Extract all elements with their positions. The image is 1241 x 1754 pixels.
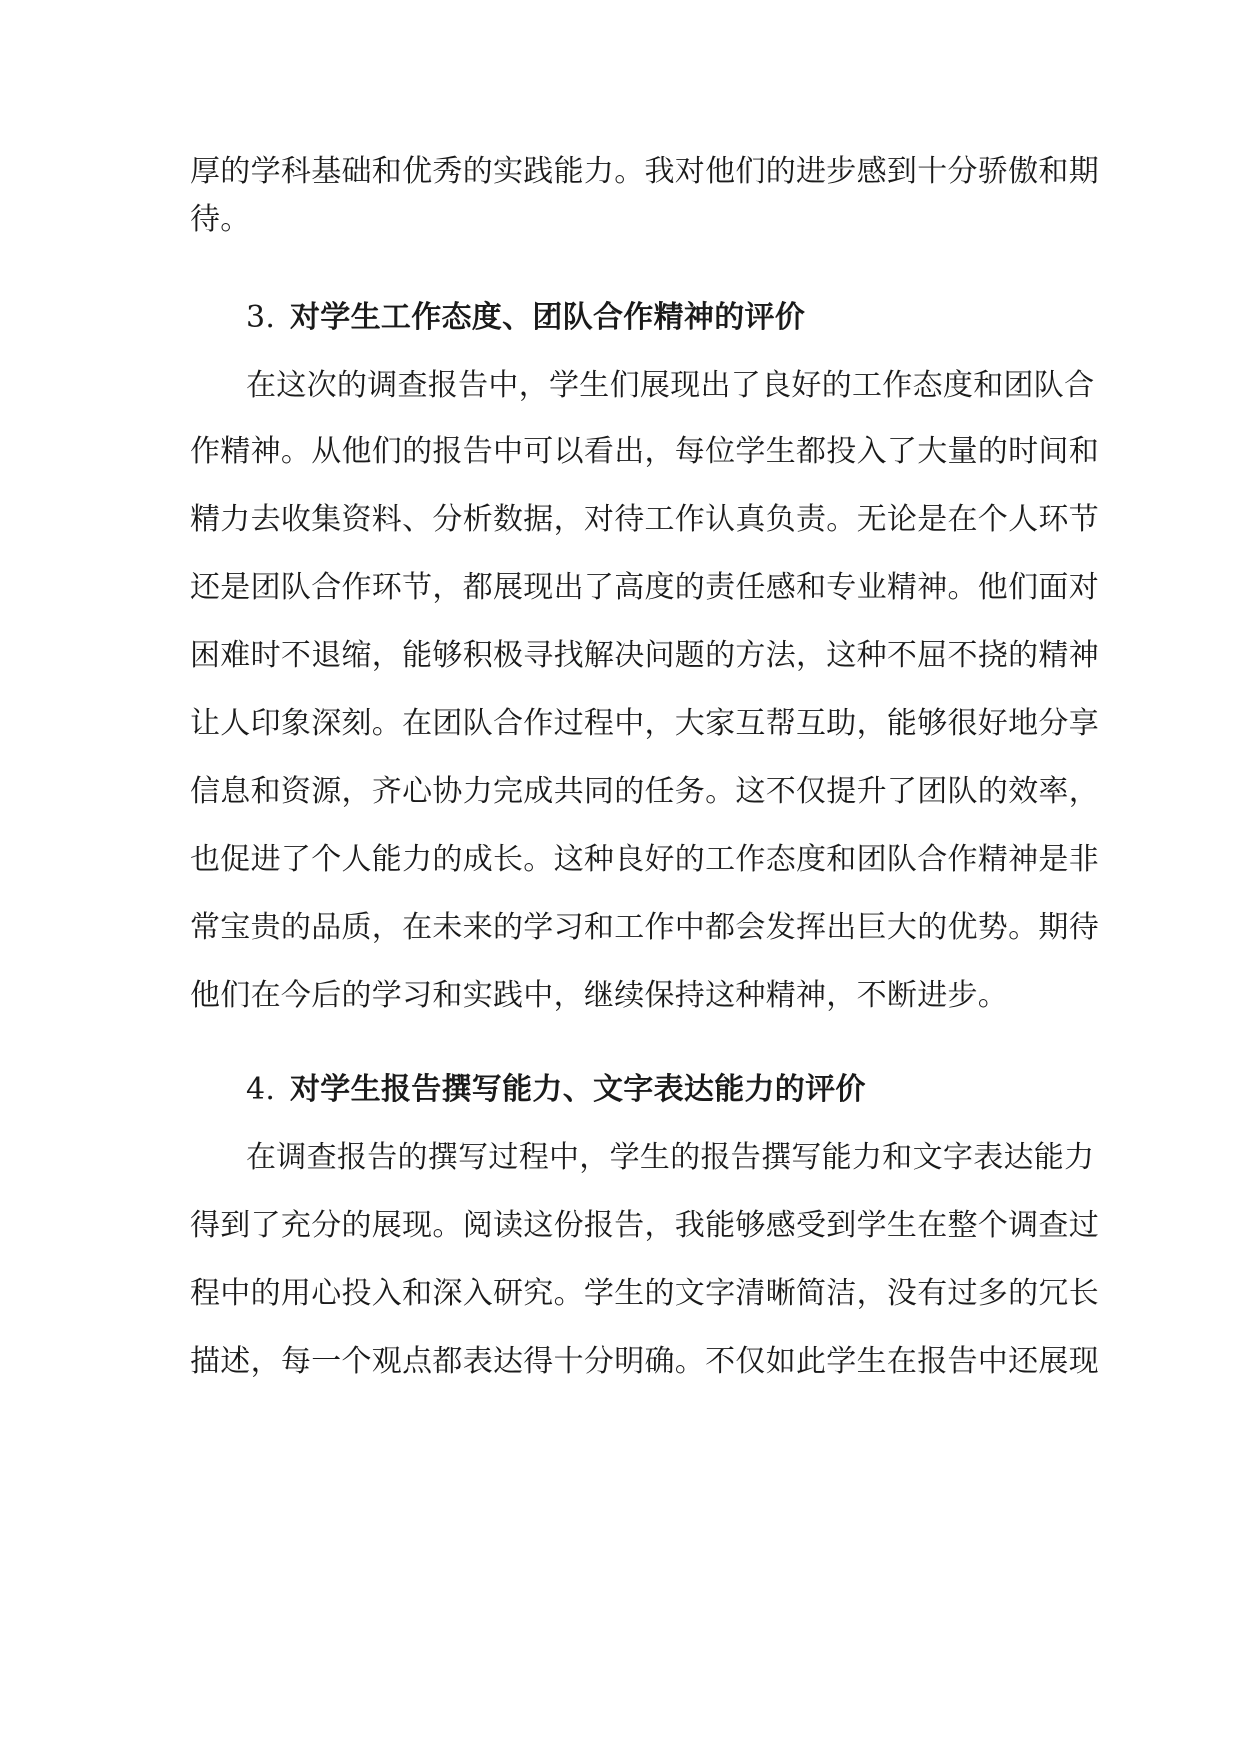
section-3-heading	[246, 298, 805, 338]
paragraph-line: 得到了充分的展现。阅读这份报告，我能够感受到学生在整个调查过	[190, 1208, 1099, 1243]
paragraph-line: 厚的学科基础和优秀的实践能力。我对他们的进步感到十分骄傲和期	[190, 154, 1099, 189]
section-4-heading	[246, 1070, 866, 1110]
section-3-number: 3.	[246, 300, 276, 335]
paragraph-line: 他们在今后的学习和实践中，继续保持这种精神，不断进步。	[190, 978, 1009, 1013]
paragraph-line: 程中的用心投入和深入研究。学生的文字清晰简洁，没有过多的冗长	[190, 1276, 1099, 1311]
paragraph-line: 让人印象深刻。在团队合作过程中，大家互帮互助，能够很好地分享	[190, 706, 1099, 741]
paragraph-line: 精力去收集资料、分析数据，对待工作认真负责。无论是在个人环节	[190, 502, 1099, 537]
paragraph-line: 也促进了个人能力的成长。这种良好的工作态度和团队合作精神是非	[190, 842, 1099, 877]
paragraph-line: 在调查报告的撰写过程中，学生的报告撰写能力和文字表达能力	[246, 1140, 1095, 1175]
section-4-title: 对学生报告撰写能力、文字表达能力的评价	[290, 1072, 866, 1107]
paragraph-line: 描述，每一个观点都表达得十分明确。不仅如此学生在报告中还展现	[190, 1344, 1099, 1379]
section-3-title: 对学生工作态度、团队合作精神的评价	[290, 300, 806, 335]
paragraph-line: 困难时不退缩，能够积极寻找解决问题的方法，这种不屈不挠的精神	[190, 638, 1099, 673]
paragraph-line: 在这次的调查报告中，学生们展现出了良好的工作态度和团队合	[246, 368, 1095, 403]
paragraph-line: 还是团队合作环节，都展现出了高度的责任感和专业精神。他们面对	[190, 570, 1099, 605]
paragraph-line: 常宝贵的品质，在未来的学习和工作中都会发挥出巨大的优势。期待	[190, 910, 1099, 945]
section-4-number: 4.	[246, 1072, 276, 1107]
paragraph-line: 信息和资源，齐心协力完成共同的任务。这不仅提升了团队的效率，	[190, 774, 1099, 809]
paragraph-line: 待。	[190, 202, 251, 237]
paragraph-line: 作精神。从他们的报告中可以看出，每位学生都投入了大量的时间和	[190, 434, 1099, 469]
